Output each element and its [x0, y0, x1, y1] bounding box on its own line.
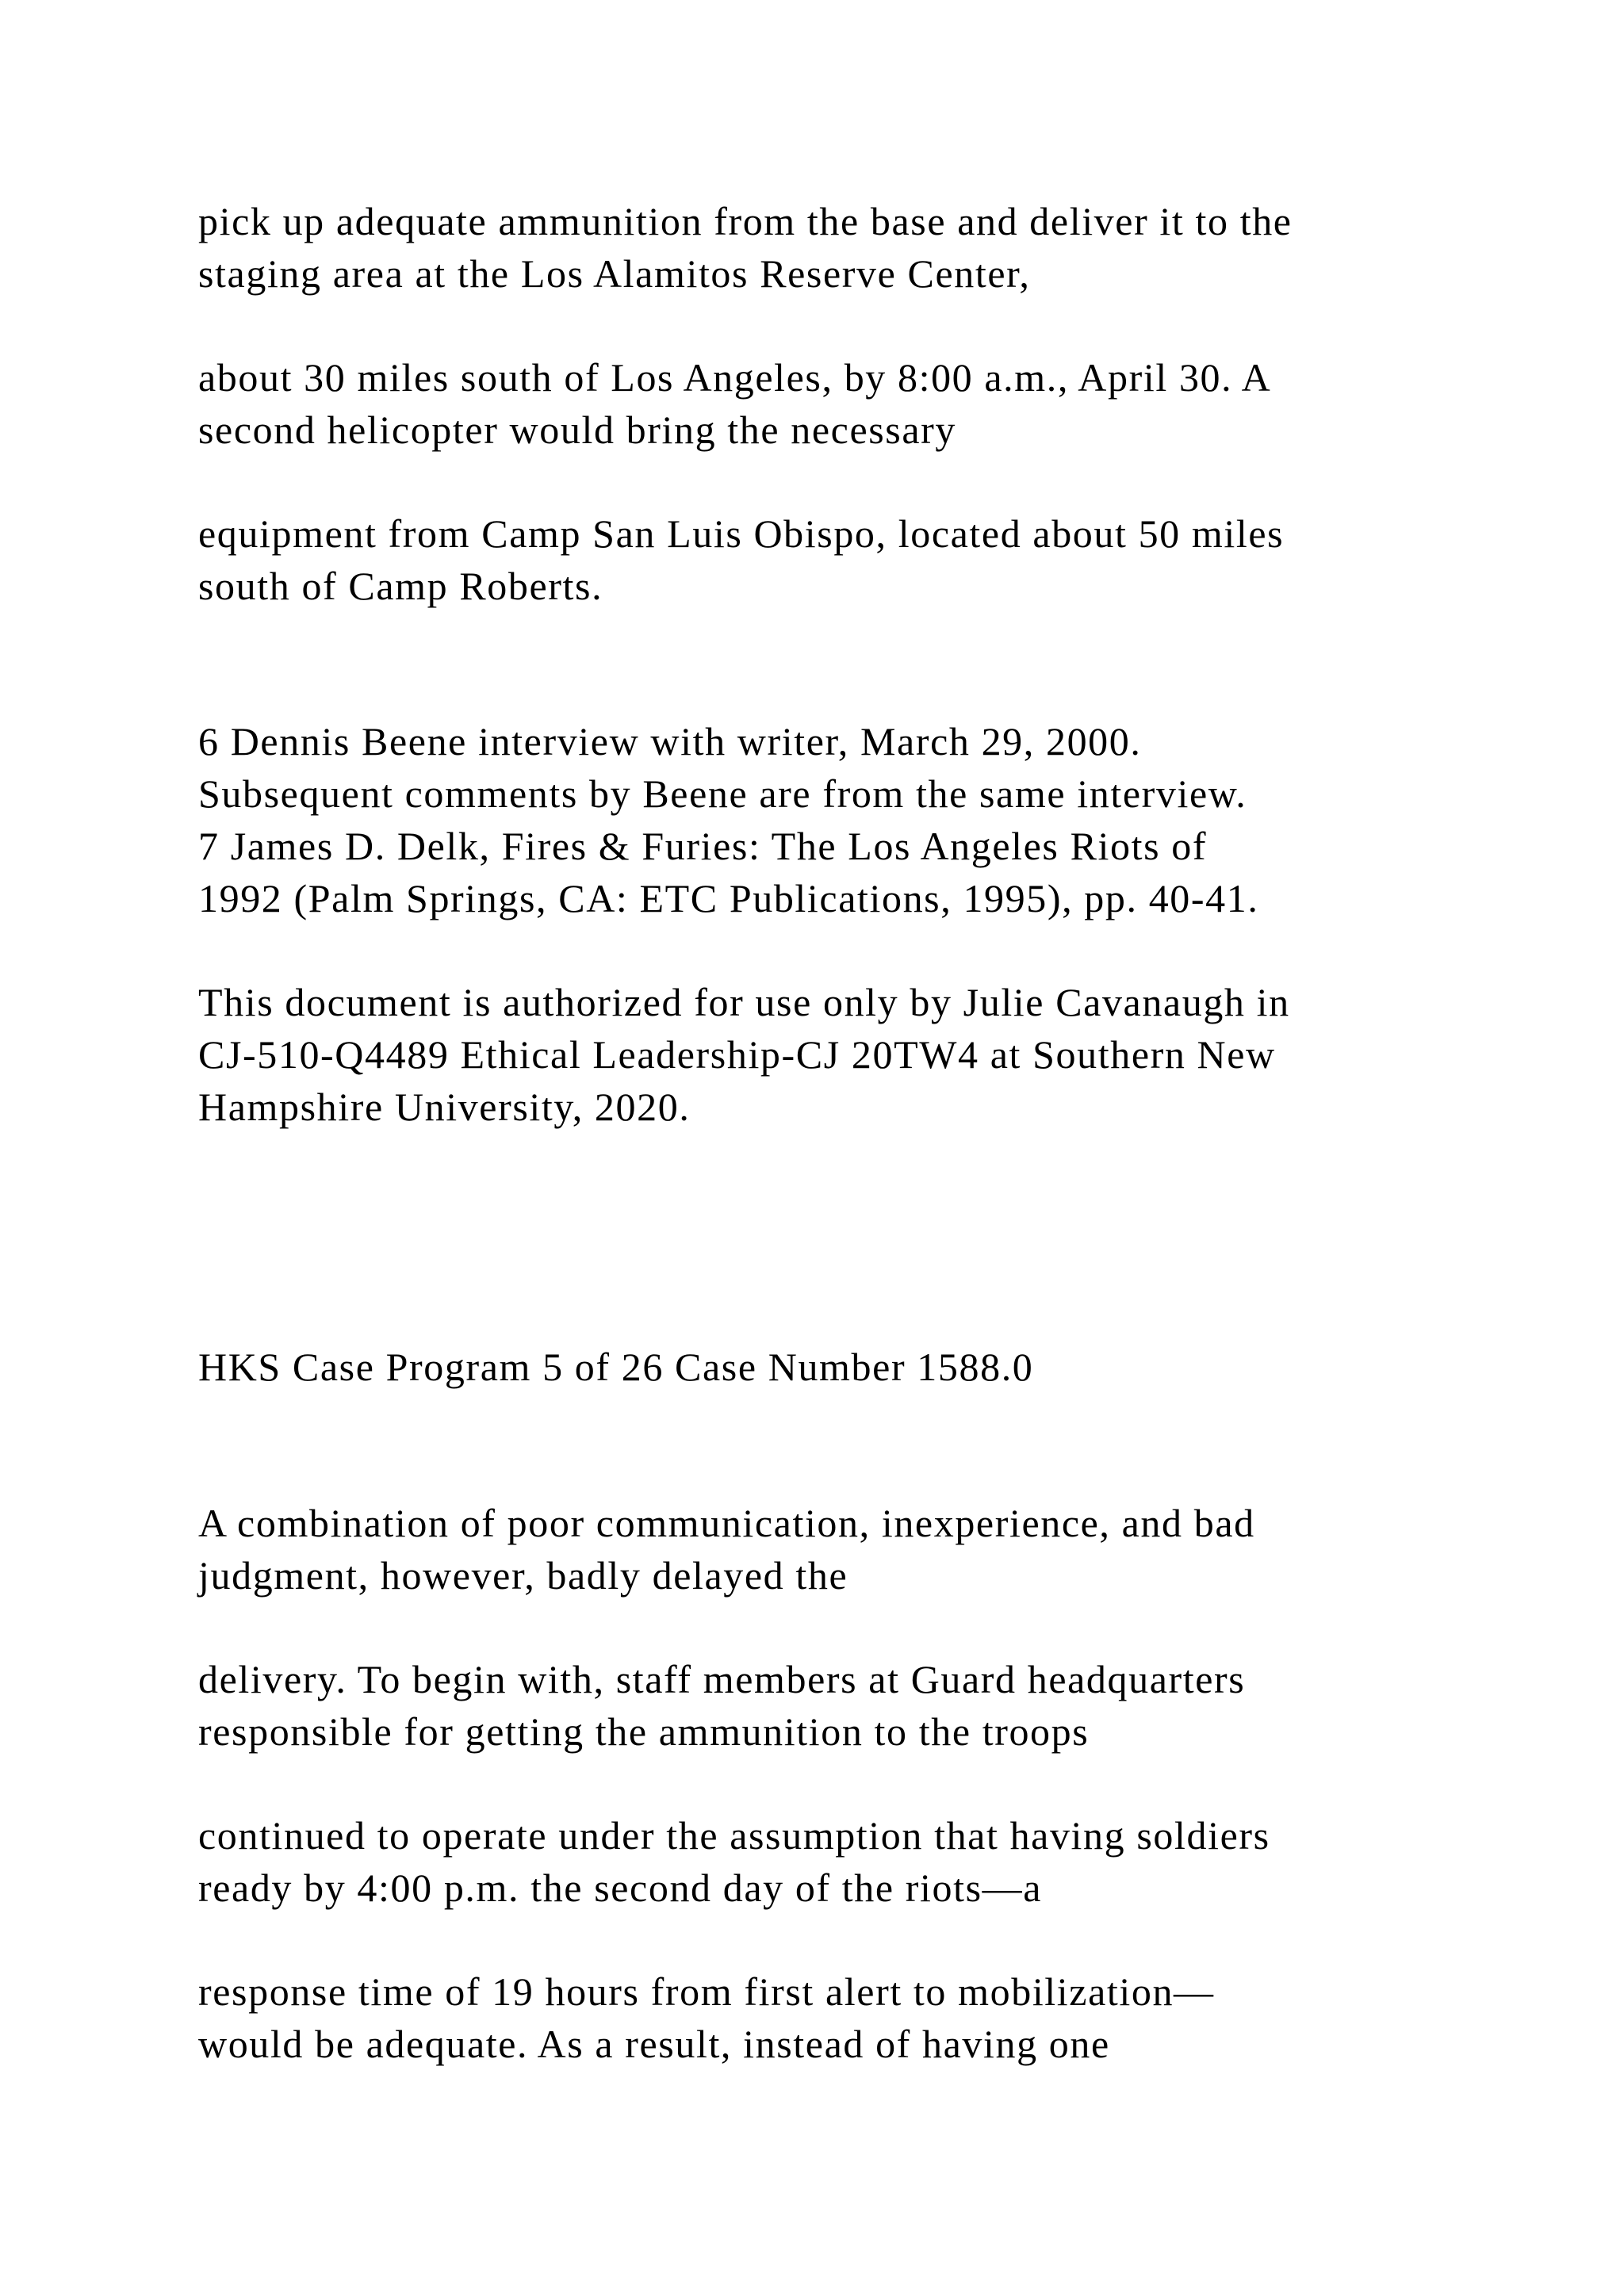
text-line: responsible for getting the ammunition to the troops: [198, 1709, 1090, 1754]
text-line: second helicopter would bring the necessary: [198, 408, 957, 452]
footnote-line: Subsequent comments by Beene are from the same interview.: [198, 771, 1247, 816]
text-line: continued to operate under the assumption that having soldiers: [198, 1813, 1270, 1858]
notice-line: CJ-510-Q4489 Ethical Leadership-CJ 20TW4 at Southern New: [198, 1032, 1276, 1077]
text-line: ready by 4:00 p.m. the second day of the riots—a: [198, 1866, 1043, 1910]
text-line: would be adequate. As a result, instead of having one: [198, 2022, 1110, 2066]
footnote-line: 6 Dennis Beene interview with writer, March 29, 2000.: [198, 719, 1142, 763]
text-line: pick up adequate ammunition from the base and deliver it to the: [198, 199, 1293, 243]
text-line: south of Camp Roberts.: [198, 564, 603, 608]
footnote-line: 1992 (Palm Springs, CA: ETC Publications, 1995), pp. 40-41.: [198, 876, 1259, 920]
text-line: delivery. To begin with, staff members at Guard headquarters: [198, 1657, 1246, 1701]
text-line: A combination of poor communication, inexperience, and bad: [198, 1501, 1255, 1545]
footnote-line: 7 James D. Delk, Fires & Furies: The Los Angeles Riots of: [198, 824, 1208, 868]
notice-line: This document is authorized for use only by Julie Cavanaugh in: [198, 980, 1290, 1024]
notice-line: Hampshire University, 2020.: [198, 1085, 691, 1129]
text-line: equipment from Camp San Luis Obispo, located about 50 miles: [198, 511, 1285, 556]
text-line: response time of 19 hours from first alert to mobilization—: [198, 1969, 1215, 2014]
text-line: staging area at the Los Alamitos Reserve Center,: [198, 251, 1031, 296]
text-line: about 30 miles south of Los Angeles, by 8:00 a.m., April 30. A: [198, 355, 1272, 400]
text-line: judgment, however, badly delayed the: [198, 1553, 848, 1598]
case-program-header: HKS Case Program 5 of 26 Case Number 1588.0: [198, 1345, 1034, 1389]
